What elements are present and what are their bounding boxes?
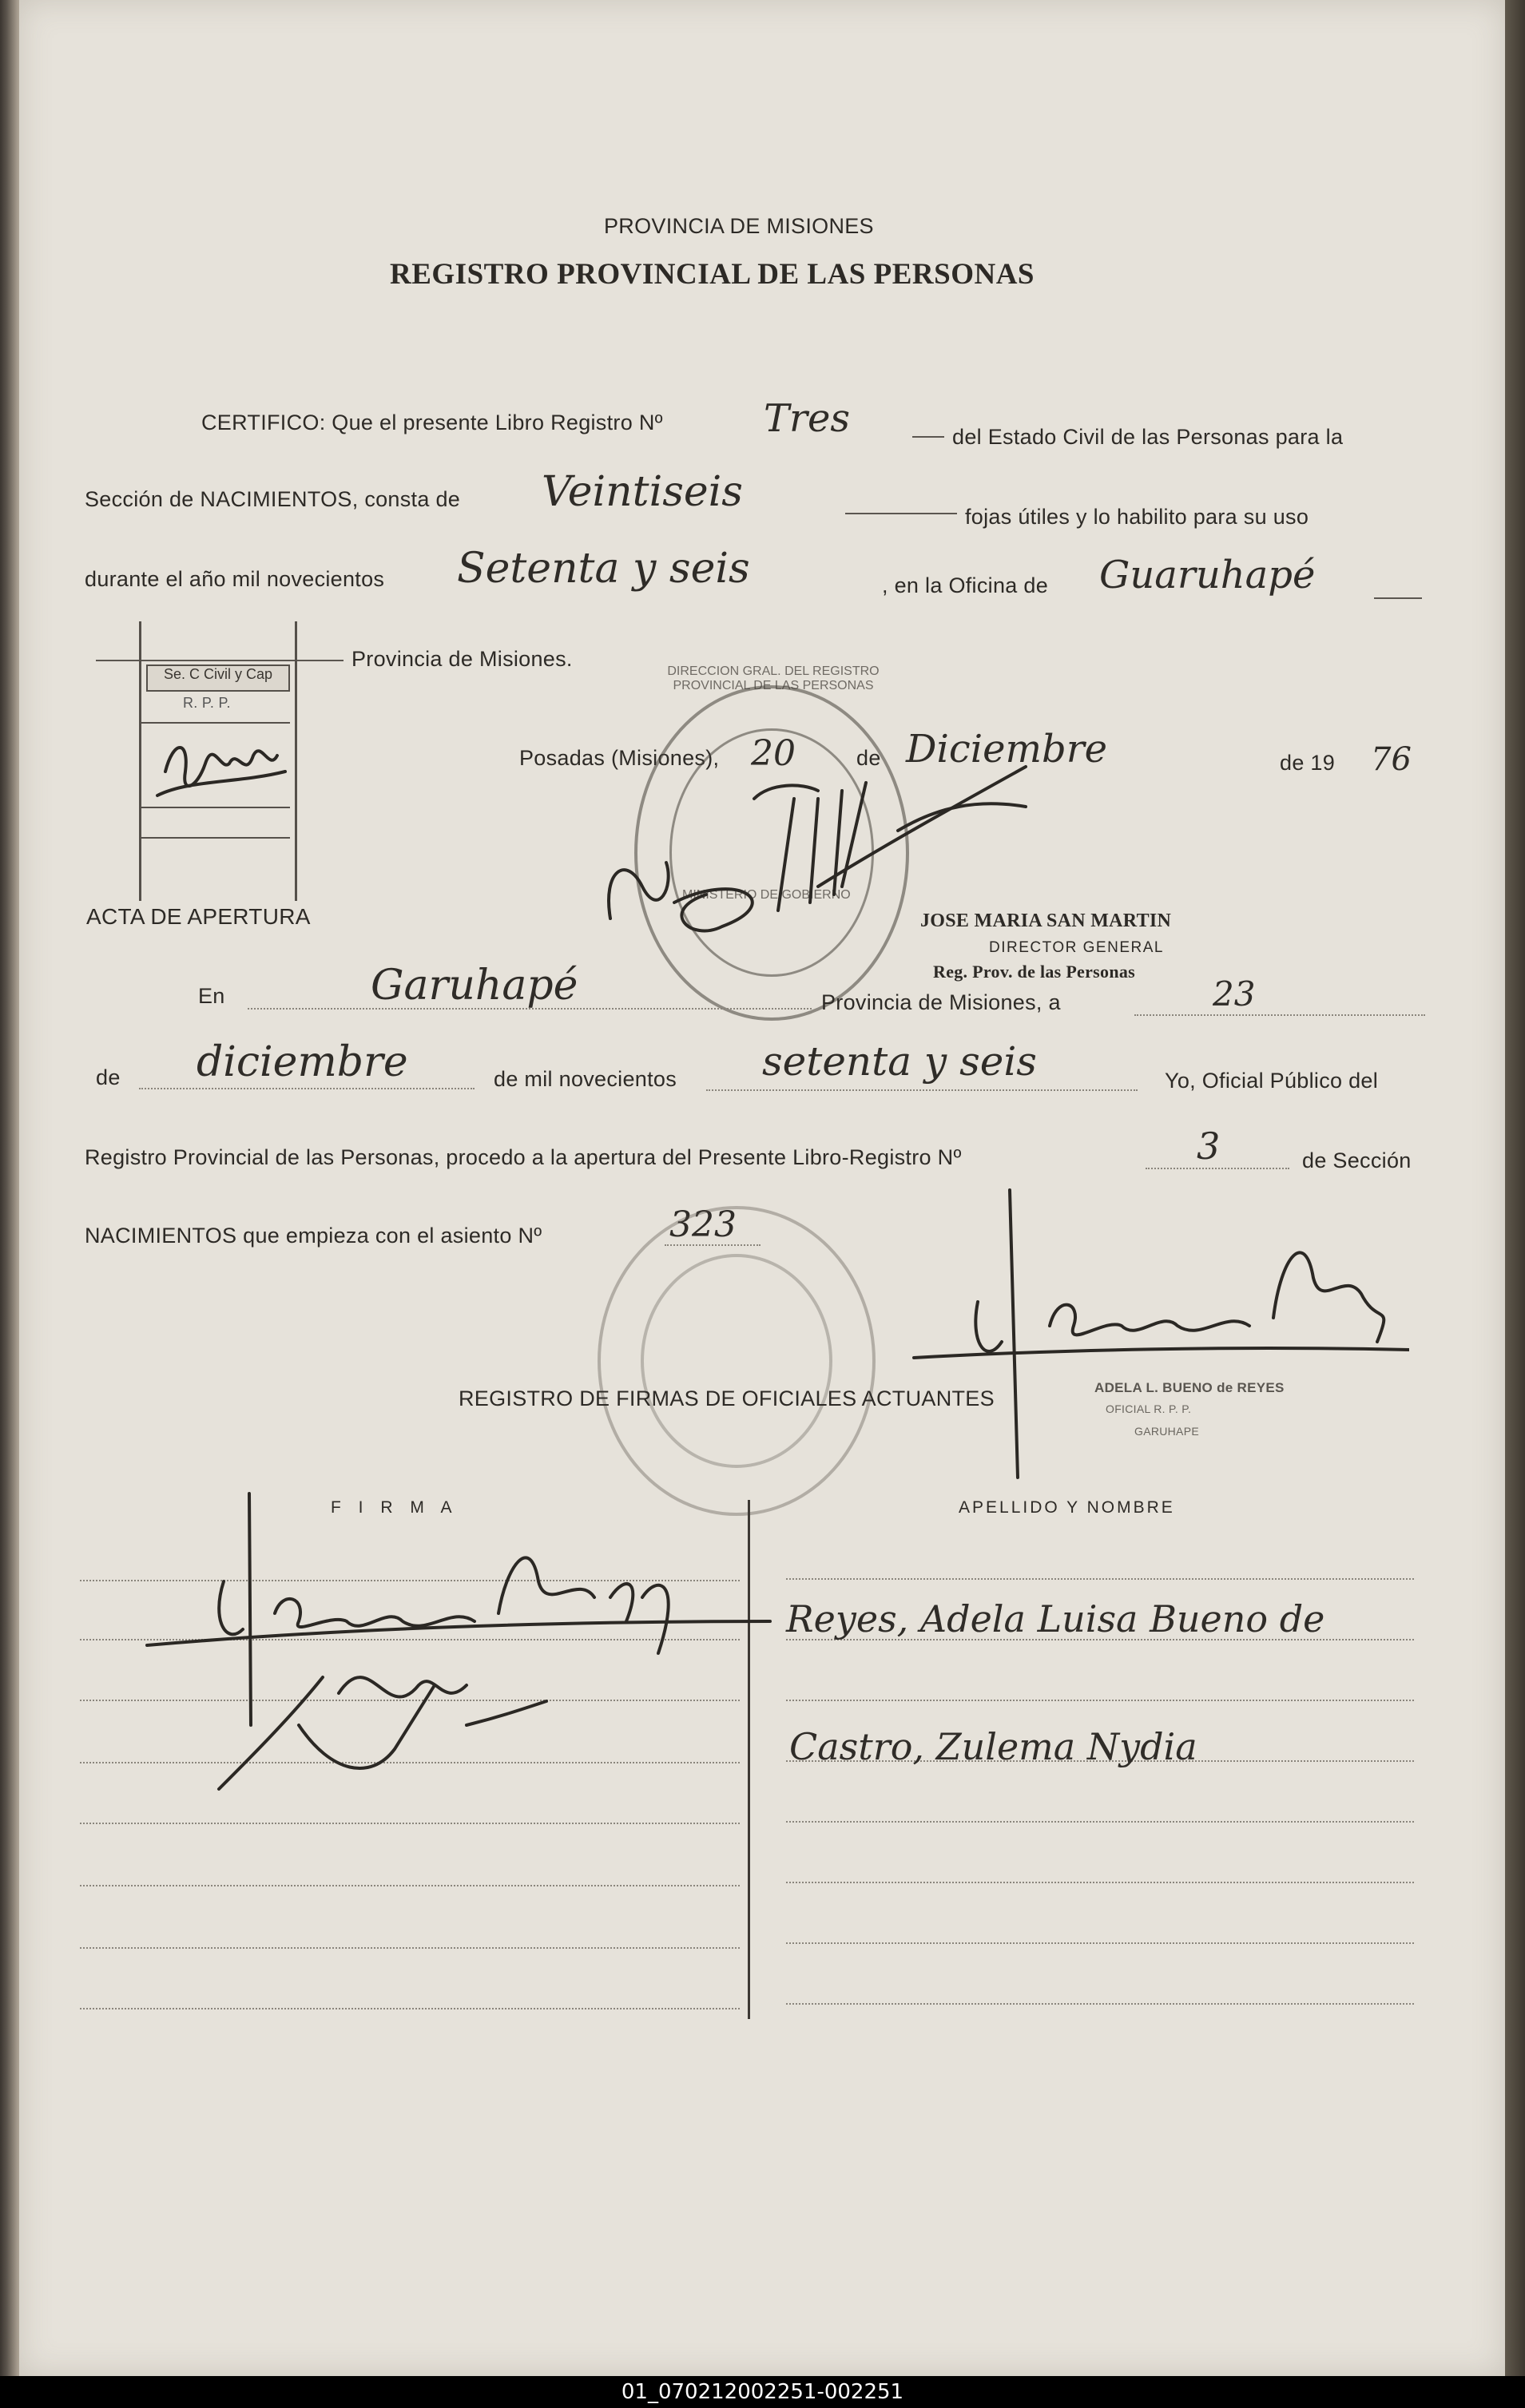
firma-row-5 — [80, 1823, 740, 1824]
year-handwritten: Setenta y seis — [457, 545, 750, 593]
acta-year-dots — [706, 1089, 1138, 1091]
certificate-line2-text: Sección de NACIMIENTOS, consta de — [85, 487, 461, 511]
acta-day-handwritten: 23 — [1213, 974, 1256, 1014]
firma-row-6 — [80, 1885, 740, 1886]
firma-row-7 — [80, 1947, 740, 1949]
footer-code: 01_070212002251-002251 — [0, 2376, 1525, 2408]
book-number-line — [912, 436, 944, 438]
firma-signatures — [131, 1486, 802, 1821]
acta-year-handwritten: setenta y seis — [762, 1038, 1037, 1085]
secondary-seal-inner — [641, 1254, 832, 1468]
nombre-row-8 — [786, 2003, 1414, 2005]
acta-entry-handwritten: 323 — [669, 1204, 737, 1245]
registry-heading: REGISTRO PROVINCIAL DE LAS PERSONAS — [390, 258, 1035, 291]
acta-line3-end: de Sección — [1302, 1148, 1412, 1172]
acta-yo-label: Yo, Oficial Público del — [1165, 1069, 1379, 1093]
seal-inner-text: MINISTERIO DE GOBIERNO — [682, 888, 851, 902]
acta-province-label: Provincia de Misiones, a — [821, 990, 1061, 1014]
folios-handwritten: Veintiseis — [542, 468, 743, 516]
director-office: Reg. Prov. de las Personas — [933, 962, 1136, 982]
place-date-text: Posadas (Misiones), — [519, 746, 720, 770]
side-stamp-rule-c — [141, 837, 290, 839]
acta-line3-text: Registro Provincial de las Personas, procedo a la apertura del Presente Libro-Registro Nº — [85, 1145, 962, 1169]
officer-stamp-3: GARUHAPE — [1134, 1425, 1199, 1438]
nombre-row-5 — [786, 1821, 1414, 1823]
certificate-line2-end: fojas útiles y lo habilito para su uso — [965, 505, 1309, 529]
month-handwritten: Diciembre — [906, 727, 1108, 772]
acta-mil-label: de mil novecientos — [494, 1067, 677, 1091]
firma-column-header: F I R M A — [331, 1498, 459, 1517]
officer-stamp-2: OFICIAL R. P. P. — [1106, 1402, 1192, 1415]
seal-ring-text: DIRECCION GRAL. DEL REGISTRO PROVINCIAL DE LAS PERSONAS — [667, 664, 880, 692]
nombre-row-6 — [786, 1882, 1414, 1883]
office-handwritten: Guaruhapé — [1099, 553, 1316, 597]
year-suffix-handwritten: 76 — [1371, 741, 1412, 778]
office-line — [1374, 597, 1422, 599]
officer-signature — [898, 1182, 1409, 1486]
document-page — [19, 0, 1505, 2376]
acta-day-dots — [1134, 1014, 1425, 1016]
certificate-line1-text: CERTIFICO: Que el presente Libro Registro Nº — [201, 411, 663, 434]
signatures-heading: REGISTRO DE FIRMAS DE OFICIALES ACTUANTES — [459, 1386, 995, 1410]
certificate-line1-end: del Estado Civil de las Personas para la — [952, 425, 1344, 449]
book-number-handwritten: Tres — [764, 396, 850, 441]
side-stamp-box — [139, 621, 297, 901]
side-stamp-line2: R. P. P. — [183, 695, 231, 711]
side-stamp-initials — [141, 724, 293, 811]
date-de-1: de — [856, 746, 881, 770]
nombre-row-7 — [786, 1942, 1414, 1944]
certificate-line4-text: Provincia de Misiones. — [351, 647, 573, 671]
acta-en-label: En — [198, 984, 225, 1008]
secondary-seal — [598, 1206, 876, 1516]
side-stamp-line1: Se. C Civil y Cap — [163, 666, 273, 682]
side-stamp-label — [146, 664, 290, 692]
firma-row-8 — [80, 2008, 740, 2009]
acta-heading: ACTA DE APERTURA — [86, 904, 311, 929]
officer-stamp-1: ADELA L. BUENO de REYES — [1094, 1380, 1285, 1395]
acta-place-handwritten: Garuhapé — [371, 962, 578, 1010]
acta-book-dots — [1146, 1168, 1289, 1169]
acta-book-handwritten: 3 — [1197, 1125, 1221, 1168]
date-de-2: de 19 — [1280, 751, 1336, 775]
day-handwritten: 20 — [751, 733, 796, 774]
director-name: JOSE MARIA SAN MARTIN — [920, 910, 1172, 931]
director-title: DIRECTOR GENERAL — [989, 939, 1164, 956]
nombre-column-header: APELLIDO Y NOMBRE — [959, 1498, 1175, 1517]
nombre-row-1 — [786, 1578, 1414, 1580]
folios-line — [845, 513, 957, 514]
acta-month-handwritten: diciembre — [197, 1038, 408, 1086]
province-heading: PROVINCIA DE MISIONES — [604, 214, 874, 238]
certificate-line3-text: durante el año mil novecientos — [85, 567, 385, 591]
officer-name-1: Reyes, Adela Luisa Bueno de — [786, 1597, 1325, 1640]
acta-de-label: de — [96, 1065, 121, 1089]
acta-month-dots — [139, 1088, 475, 1089]
nombre-row-3 — [786, 1700, 1414, 1701]
certificate-line3-mid: , en la Oficina de — [882, 573, 1049, 597]
acta-line4-text: NACIMIENTOS que empieza con el asiento Nº — [85, 1224, 542, 1248]
officer-name-2: Castro, Zulema Nydia — [789, 1725, 1197, 1768]
